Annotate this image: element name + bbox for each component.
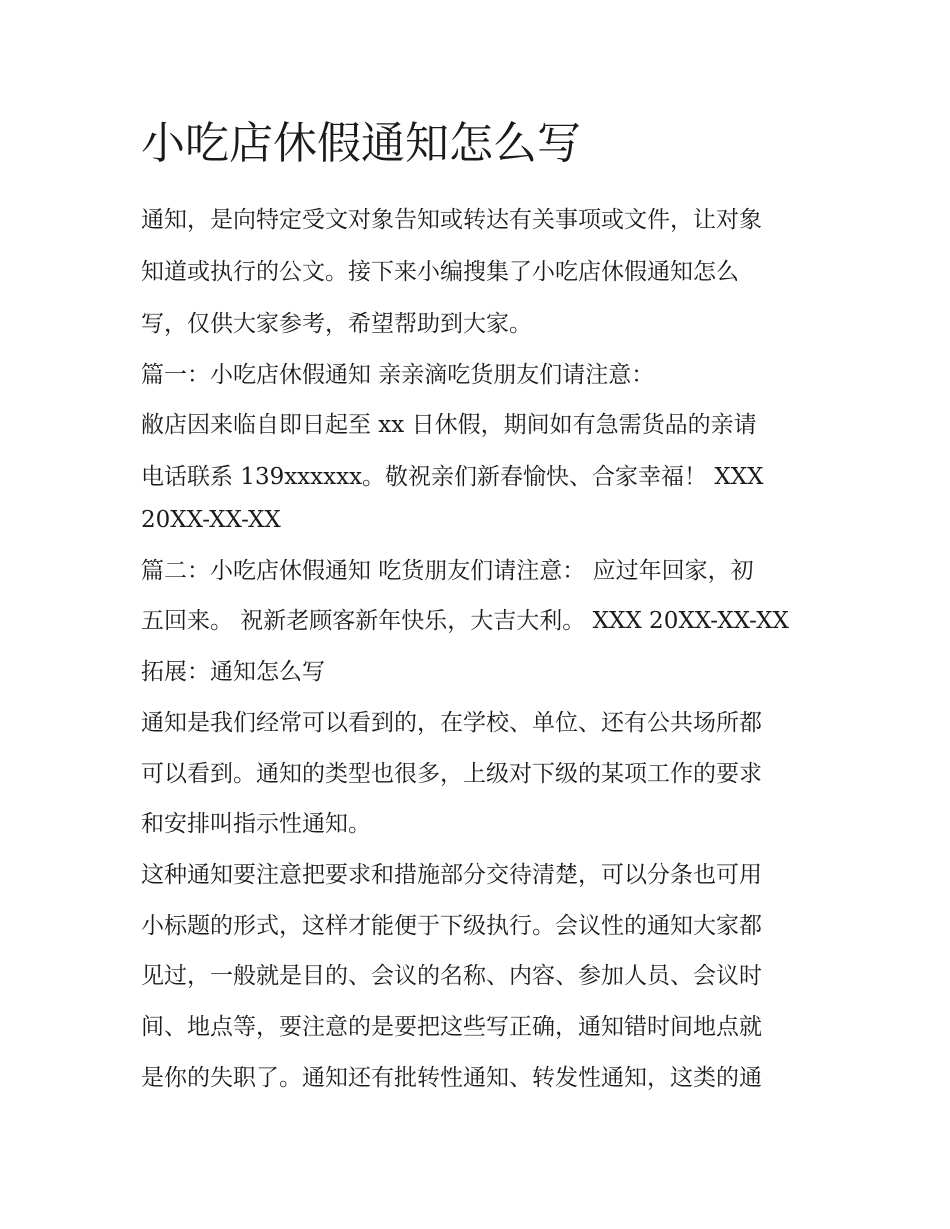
section-heading-2: 篇二：小吃店休假通知 吃货朋友们请注意： 应过年回家，初 bbox=[141, 558, 754, 584]
body-line: 是你的失职了。通知还有批转性通知、转发性通知，这类的通 bbox=[141, 1065, 762, 1091]
body-line: 小标题的形式，这样才能便于下级执行。会议性的通知大家都 bbox=[141, 913, 762, 939]
body-line: 敝店因来临自即日起至 xx 日休假，期间如有急需货品的亲请 bbox=[141, 412, 757, 438]
body-line: 可以看到。通知的类型也很多，上级对下级的某项工作的要求 bbox=[141, 761, 762, 787]
body-line: 写，仅供大家参考，希望帮助到大家。 bbox=[141, 311, 532, 337]
body-line: 通知，是向特定受文对象告知或转达有关事项或文件，让对象 bbox=[141, 207, 762, 233]
body-line: 见过，一般就是目的、会议的名称、内容、参加人员、会议时 bbox=[141, 963, 762, 989]
body-line: 五回来。 祝新老顾客新年快乐，大吉大利。 XXX 20XX-XX-XX bbox=[141, 608, 789, 634]
body-line: 和安排叫指示性通知。 bbox=[141, 811, 371, 837]
body-line: 通知是我们经常可以看到的，在学校、单位、还有公共场所都 bbox=[141, 710, 762, 736]
body-line: 知道或执行的公文。接下来小编搜集了小吃店休假通知怎么 bbox=[141, 259, 739, 285]
document-title: 小吃店休假通知怎么写 bbox=[141, 118, 581, 169]
section-heading-1: 篇一：小吃店休假通知 亲亲滴吃货朋友们请注意： bbox=[141, 362, 655, 388]
section-heading-3: 拓展：通知怎么写 bbox=[141, 659, 325, 685]
body-line: 间、地点等，要注意的是要把这些写正确，通知错时间地点就 bbox=[141, 1014, 762, 1040]
date-line: 20XX-XX-XX bbox=[141, 507, 281, 533]
body-line: 这种通知要注意把要求和措施部分交待清楚，可以分条也可用 bbox=[141, 862, 762, 888]
body-line: 电话联系 139xxxxxx。敬祝亲们新春愉快、合家幸福！ XXX bbox=[141, 464, 764, 490]
